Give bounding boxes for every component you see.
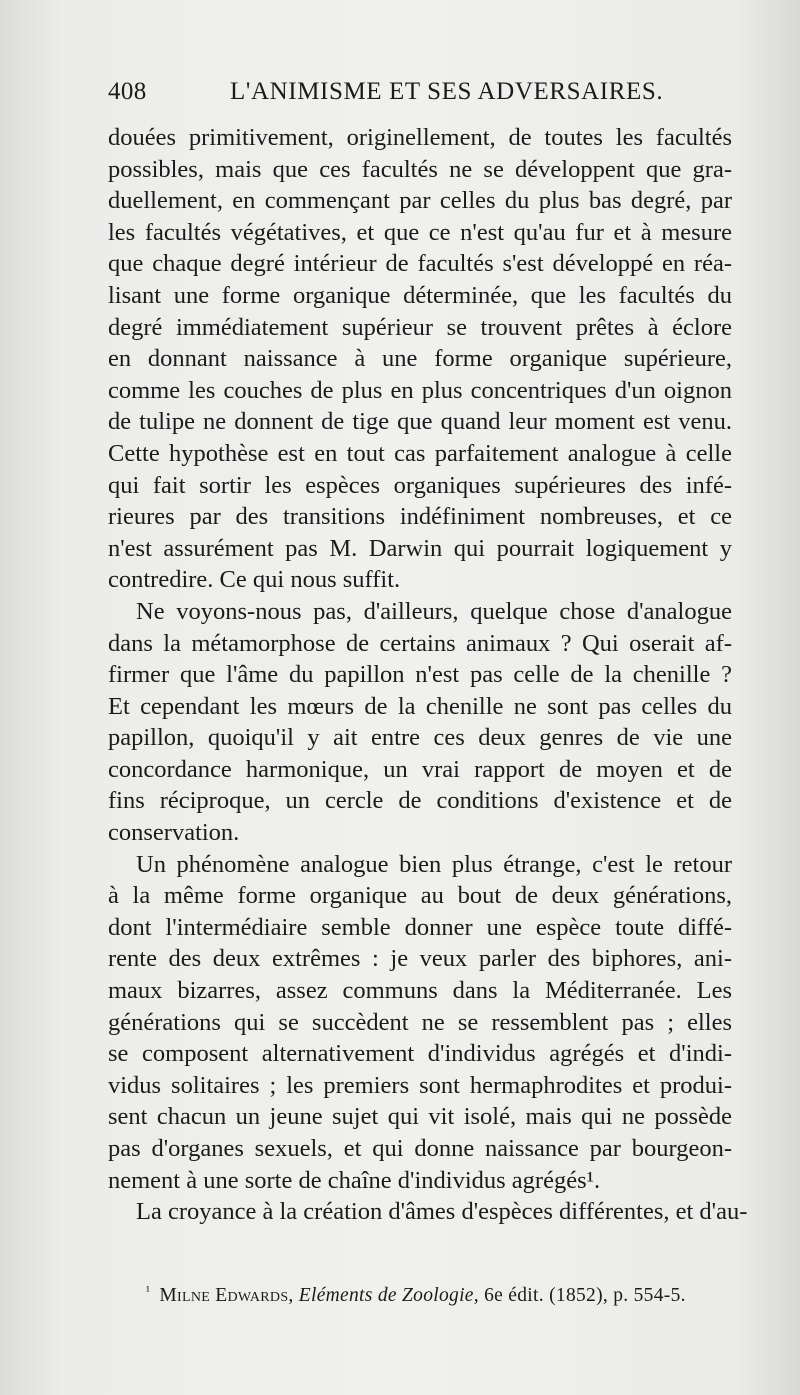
text-line: à la même forme organique au bout de deux générations, xyxy=(108,882,732,910)
text-line: Cette hypothèse est en tout cas parfaitement analogue à celle xyxy=(108,439,732,467)
text-line: pas d'organes sexuels, et qui donne naissance par bourgeon- xyxy=(108,1135,732,1162)
footnote xyxy=(146,1283,706,1307)
text-line: La croyance à la création d'âmes d'espèces différentes, et d'au- xyxy=(136,1198,748,1226)
text-line: duellement, en commençant par celles du plus bas degré, par xyxy=(108,187,732,215)
body-text xyxy=(108,122,748,1228)
text-line: se composent alternativement d'individus agrégés et d'indi- xyxy=(108,1040,732,1068)
text-line: concordance harmonique, un vrai rapport de moyen et de xyxy=(108,755,732,783)
text-line: degré immédiatement supérieur se trouvent prêtes à éclore xyxy=(108,313,732,341)
text-line: nement à une sorte de chaîne d'individus agrégés¹. xyxy=(108,1166,601,1194)
text-line: comme les couches de plus en plus concentriques d'un oignon xyxy=(108,376,732,404)
page-number: 408 xyxy=(108,78,147,105)
text-line: firmer que l'âme du papillon n'est pas celle de la chenille ? xyxy=(108,661,732,689)
page-header xyxy=(108,78,730,114)
text-line: dans la métamorphose de certains animaux ? Qui oserait af- xyxy=(108,629,732,657)
text-line: vidus solitaires ; les premiers sont hermaphrodites et produi- xyxy=(108,1071,732,1099)
text-line: qui fait sortir les espèces organiques supérieures des infé- xyxy=(108,471,732,499)
text-line: générations qui se succèdent ne se ressemblent pas ; elles xyxy=(108,1008,732,1036)
text-line: que chaque degré intérieur de facultés s'est développé en réa- xyxy=(108,250,732,278)
footnote-marker: ¹ xyxy=(146,1283,151,1298)
text-line: sent chacun un jeune sujet qui vit isolé, mais qui ne possède xyxy=(108,1103,732,1131)
footnote-title: Eléments de Zoologie, xyxy=(298,1285,479,1306)
running-head: L'ANIMISME ET SES ADVERSAIRES. xyxy=(230,78,664,105)
footnote-author: Milne Edwards, xyxy=(159,1285,294,1306)
text-line: papillon, quoiqu'il y ait entre ces deux genres de vie une xyxy=(108,724,732,752)
text-line: n'est assurément pas M. Darwin qui pourrait logiquement y xyxy=(108,534,732,562)
text-line: lisant une forme organique déterminée, que les facultés du xyxy=(108,281,732,309)
footnote-details: 6e édit. (1852), p. 554-5. xyxy=(484,1285,686,1306)
text-line: Ne voyons-nous pas, d'ailleurs, quelque chose d'analogue xyxy=(136,597,732,625)
text-line: rieures par des transitions indéfiniment nombreuses, et ce xyxy=(108,503,732,531)
text-line: conservation. xyxy=(108,819,240,847)
text-line: maux bizarres, assez communs dans la Méditerranée. Les xyxy=(108,977,732,1005)
text-line: les facultés végétatives, et que ce n'est qu'au fur et à mesure xyxy=(108,218,732,246)
text-line: possibles, mais que ces facultés ne se développent que gra- xyxy=(108,155,732,183)
text-line: Un phénomène analogue bien plus étrange, c'est le retour xyxy=(136,850,732,878)
text-line: contredire. Ce qui nous suffit. xyxy=(108,566,401,594)
text-line: dont l'intermédiaire semble donner une espèce toute diffé- xyxy=(108,913,732,941)
text-line: de tulipe ne donnent de tige que quand leur moment est venu. xyxy=(108,408,732,436)
text-line: Et cependant les mœurs de la chenille ne sont pas celles du xyxy=(108,692,732,720)
text-line: rente des deux extrêmes : je veux parler des biphores, ani- xyxy=(108,945,732,973)
text-line: douées primitivement, originellement, de toutes les facultés xyxy=(108,124,732,151)
text-line: fins réciproque, un cercle de conditions d'existence et de xyxy=(108,787,732,815)
text-line: en donnant naissance à une forme organique supérieure, xyxy=(108,345,732,373)
